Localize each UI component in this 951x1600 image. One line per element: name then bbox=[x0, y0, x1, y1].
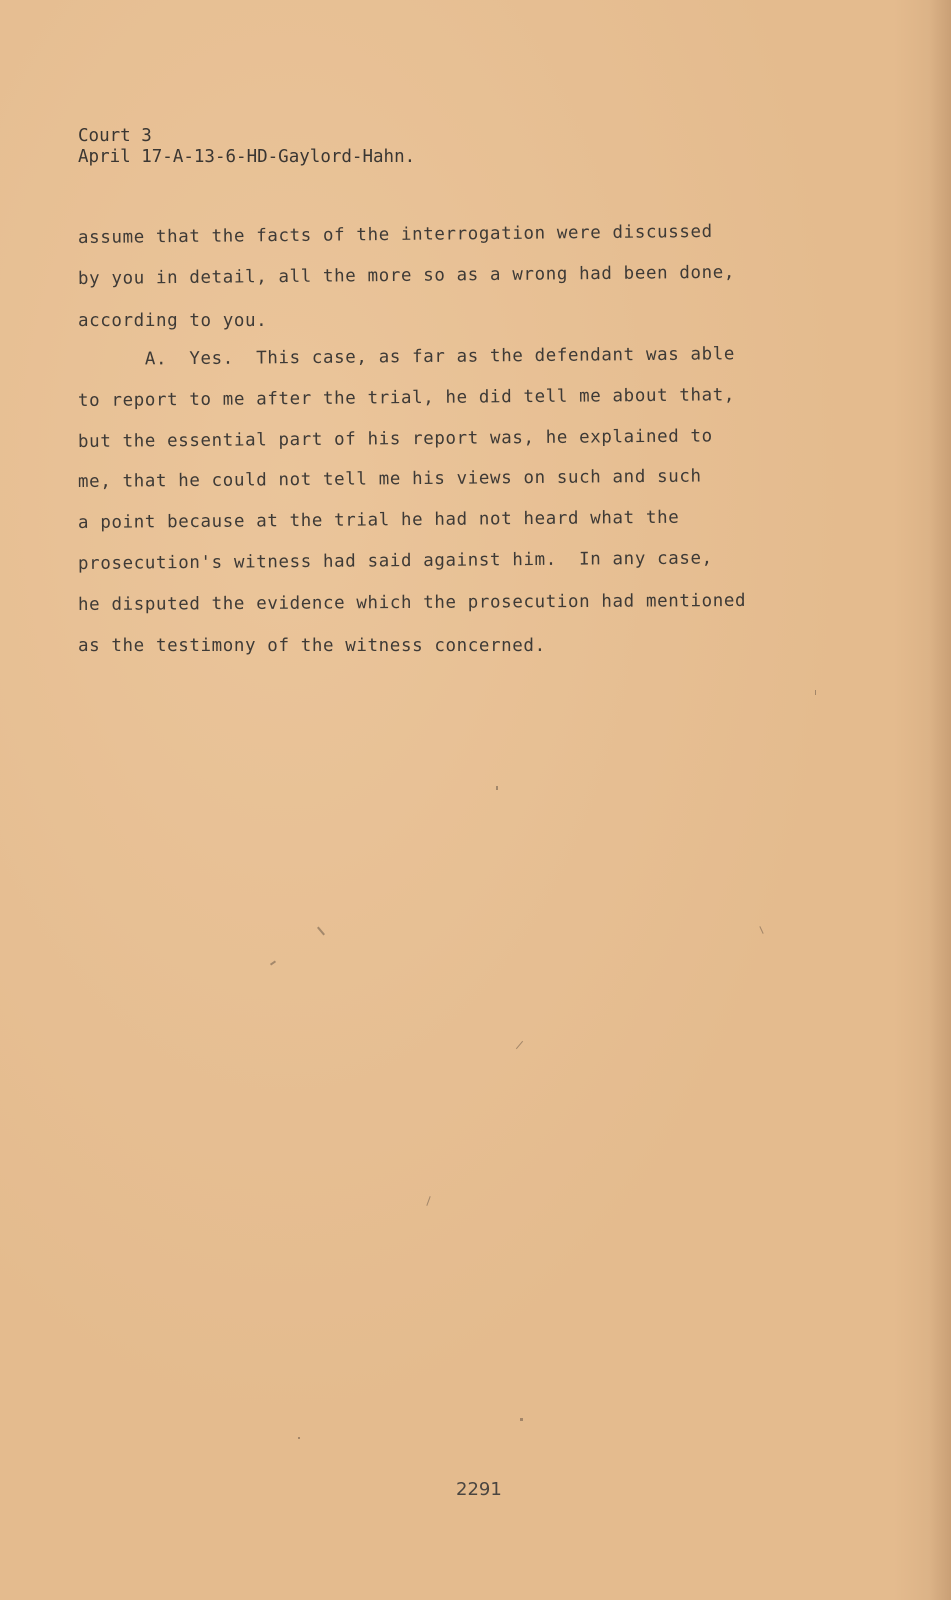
body-line-4: A. Yes. This case, as far as the defendant was able bbox=[77, 344, 736, 370]
paper-speck bbox=[516, 1041, 523, 1049]
body-line-10: he disputed the evidence which the prosecution had mentioned bbox=[77, 590, 747, 615]
body-line-9: prosecution's witness had said against him. In any case, bbox=[77, 548, 713, 574]
paper-speck bbox=[317, 927, 325, 936]
paper-speck bbox=[426, 1196, 430, 1206]
body-line-2: by you in detail, all the more so as a wrong had been done, bbox=[77, 262, 736, 289]
body-line-6: but the essential part of his report was, he explained to bbox=[77, 426, 713, 452]
page-edge-shadow bbox=[929, 0, 951, 1600]
body-line-11: as the testimony of the witness concerned. bbox=[78, 636, 546, 656]
paper-speck bbox=[759, 926, 763, 934]
court-label: Court 3 bbox=[78, 126, 152, 146]
body-line-7: me, that he could not tell me his views on such and such bbox=[77, 466, 702, 492]
paper-speck bbox=[520, 1418, 523, 1421]
body-line-8: a point because at the trial he had not heard what the bbox=[77, 507, 680, 533]
page-number: 2291 bbox=[456, 1479, 502, 1500]
body-line-5: to report to me after the trial, he did tell me about that, bbox=[77, 385, 736, 411]
paper-speck bbox=[815, 690, 816, 695]
paper-speck bbox=[270, 960, 276, 965]
paper-speck bbox=[298, 1437, 300, 1439]
paper-speck bbox=[496, 786, 498, 790]
body-line-1: assume that the facts of the interrogation were discussed bbox=[77, 221, 713, 248]
body-line-3: according to you. bbox=[78, 311, 268, 331]
document-reference: April 17-A-13-6-HD-Gaylord-Hahn. bbox=[78, 147, 416, 167]
